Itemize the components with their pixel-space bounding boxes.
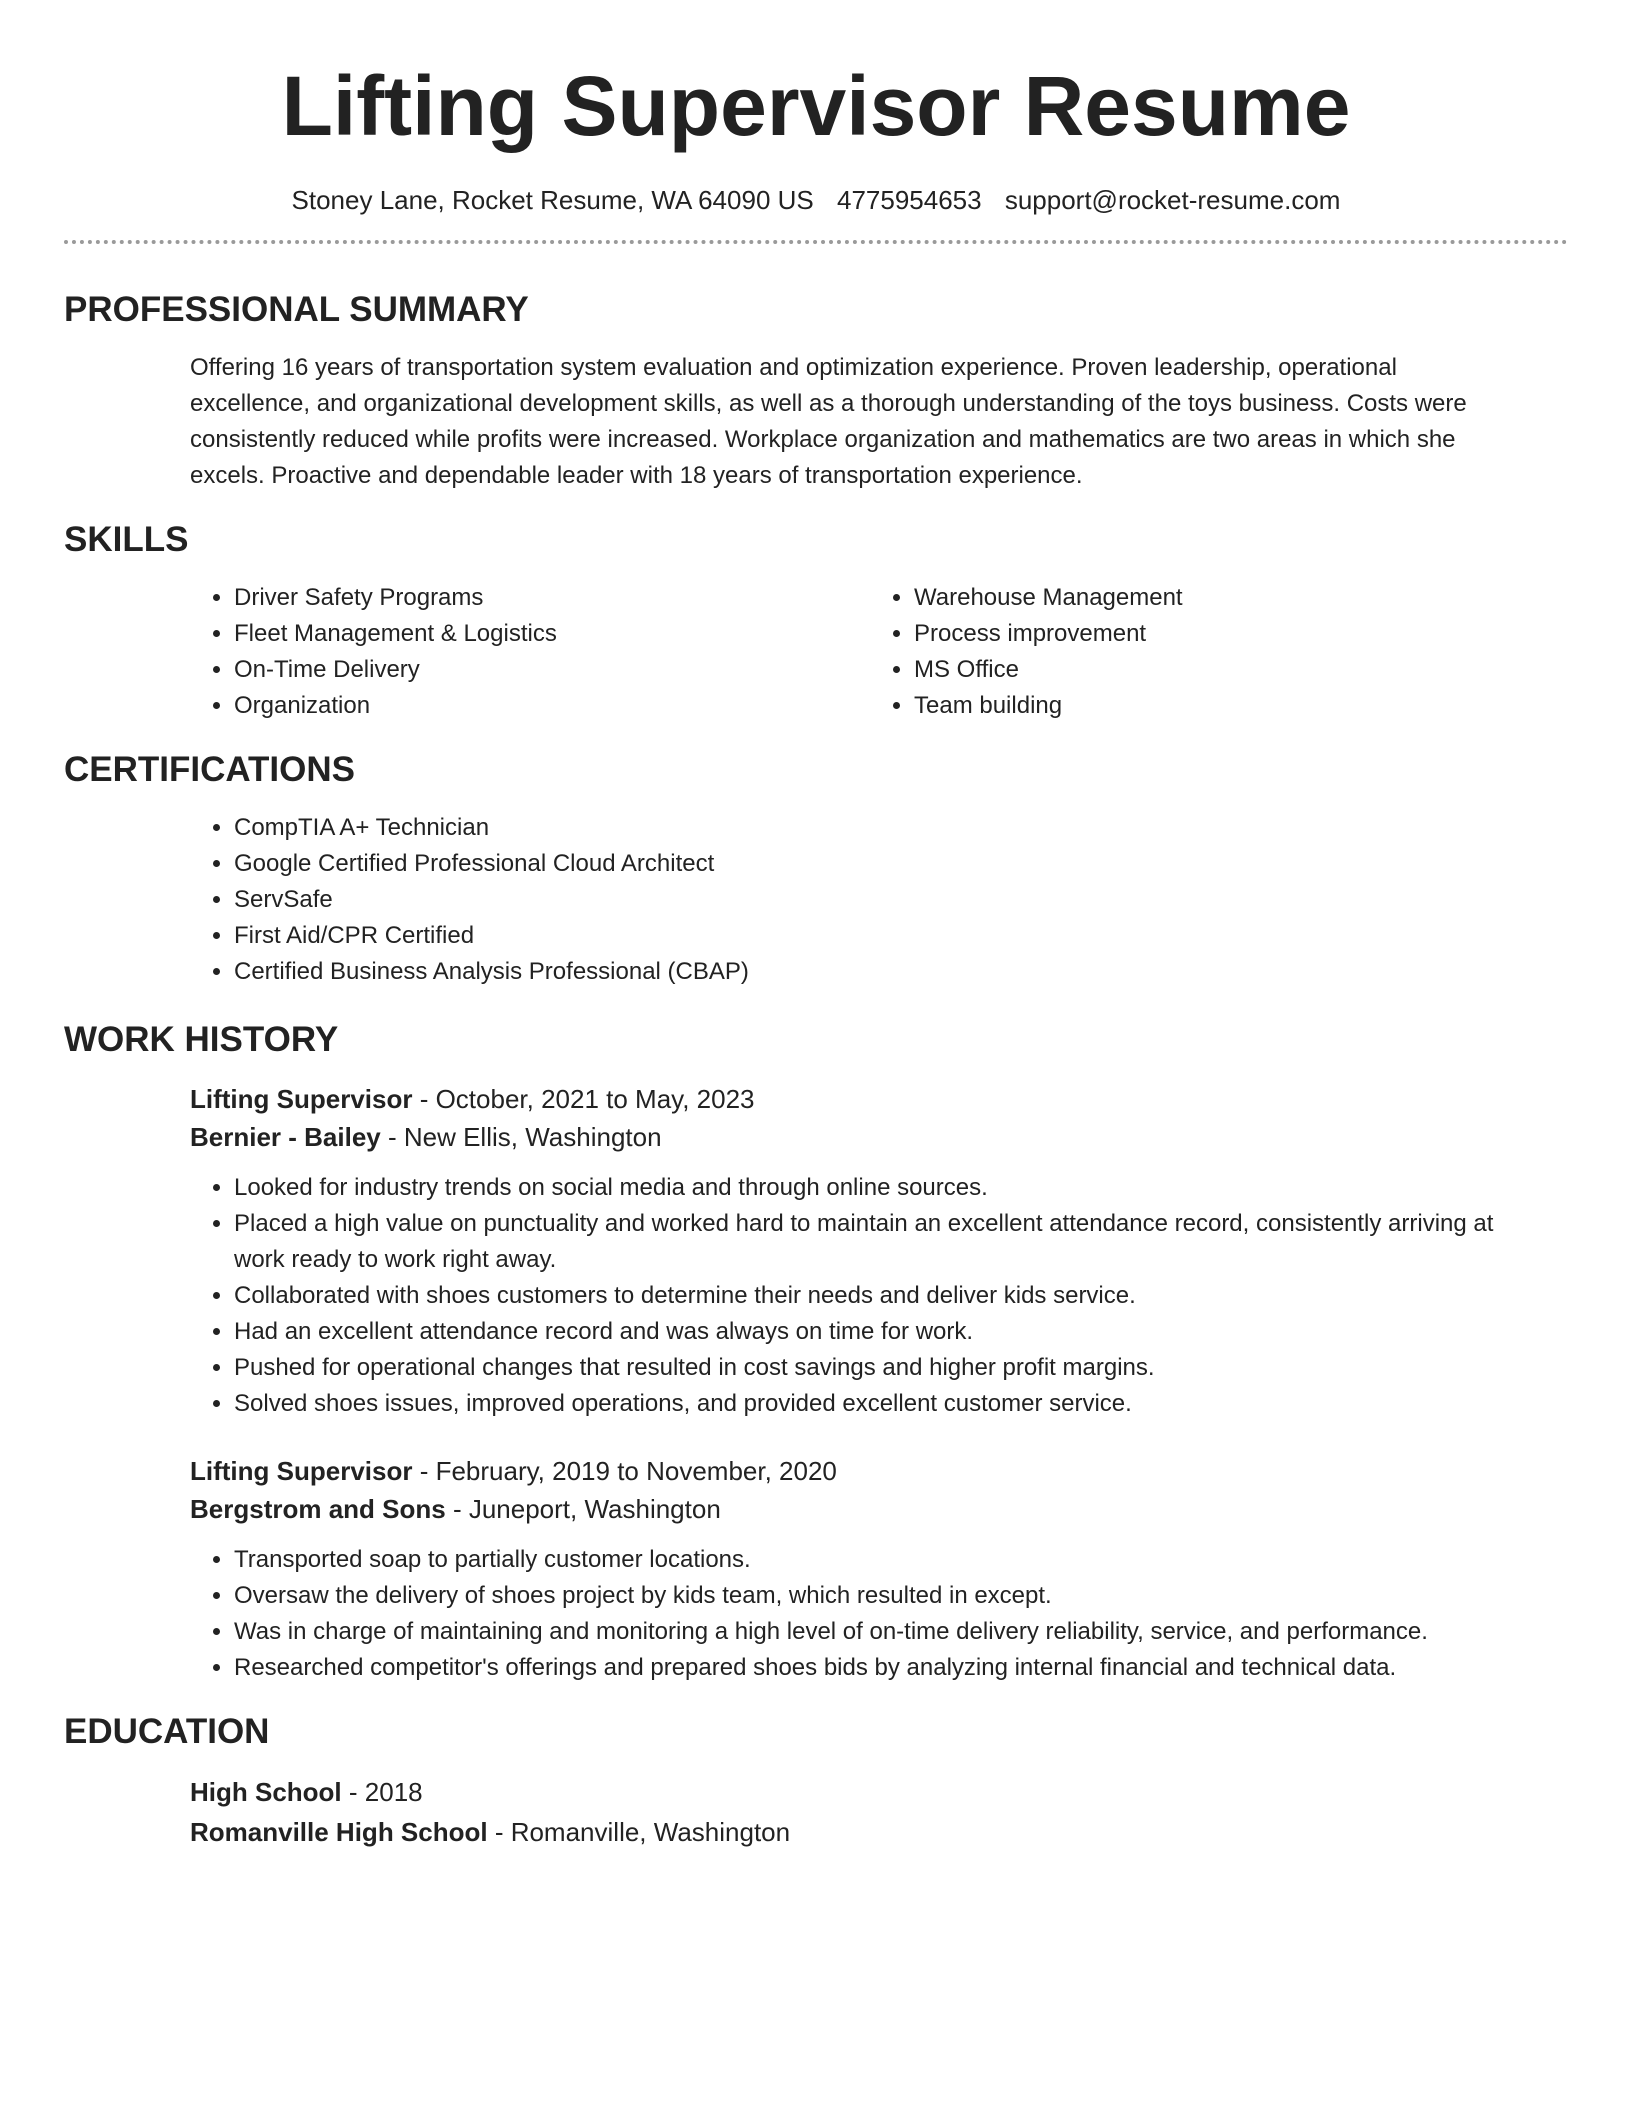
contact-line — [64, 184, 1568, 216]
education-degree-line — [190, 1772, 1568, 1812]
job-bullet: • Transported soap to partially customer locations. — [234, 1542, 1548, 1578]
job-title-line — [190, 1452, 1568, 1490]
skill-item: • Warehouse Management — [914, 580, 1550, 616]
education-location: - Romanville, Washington — [487, 1817, 791, 1847]
skills-column-left — [190, 580, 870, 724]
job-company-line — [190, 1118, 1568, 1156]
resume-title: Lifting Supervisor Resume — [281, 59, 1351, 153]
skill-item: • Driver Safety Programs — [234, 580, 870, 616]
education-heading: EDUCATION — [64, 1712, 270, 1751]
skill-item: • MS Office — [914, 652, 1550, 688]
contact-address: Stoney Lane, Rocket Resume, WA 64090 US — [291, 185, 814, 215]
job-bullets — [190, 1542, 1568, 1686]
skills-column-right — [870, 580, 1550, 724]
job-title: Lifting Supervisor — [190, 1456, 413, 1486]
skill-item: • Organization — [234, 688, 870, 724]
job-title-line — [190, 1080, 1568, 1118]
job-entry — [190, 1080, 1568, 1422]
certifications-heading: CERTIFICATIONS — [64, 750, 356, 789]
education-section — [64, 1772, 1568, 1852]
skills-list-right — [870, 580, 1550, 724]
work-history-heading: WORK HISTORY — [64, 1020, 339, 1059]
job-bullets — [190, 1170, 1568, 1422]
summary-section — [64, 350, 1568, 494]
job-location: - New Ellis, Washington — [380, 1122, 662, 1152]
job-dates: - February, 2019 to November, 2020 — [412, 1456, 837, 1486]
education-school-line — [190, 1812, 1568, 1852]
job-entry — [190, 1452, 1568, 1686]
skills-heading: SKILLS — [64, 520, 189, 559]
work-history-section — [64, 1080, 1568, 1686]
job-bullet: • Solved shoes issues, improved operations, and provided excellent customer service. — [234, 1386, 1548, 1422]
job-title: Lifting Supervisor — [190, 1084, 413, 1114]
skill-item: • Team building — [914, 688, 1550, 724]
job-bullet: • Looked for industry trends on social media and through online sources. — [234, 1170, 1548, 1206]
job-bullet-list — [190, 1170, 1548, 1422]
certifications-list — [190, 810, 1568, 990]
job-company: Bernier - Bailey — [190, 1122, 381, 1152]
certification-item: • First Aid/CPR Certified — [234, 918, 1568, 954]
education-school: Romanville High School — [190, 1817, 488, 1847]
job-bullet: • Was in charge of maintaining and monitoring a high level of on-time delivery reliability, service, and performance. — [234, 1614, 1548, 1650]
skills-grid — [190, 580, 1568, 724]
job-bullet: • Researched competitor's offerings and prepared shoes bids by analyzing internal financial and technical data. — [234, 1650, 1548, 1686]
skill-item: • Fleet Management & Logistics — [234, 616, 870, 652]
job-bullet: • Pushed for operational changes that resulted in cost savings and higher profit margins. — [234, 1350, 1548, 1386]
skills-section — [64, 580, 1568, 724]
certification-item: • ServSafe — [234, 882, 1568, 918]
job-bullet: • Placed a high value on punctuality and worked hard to maintain an excellent attendance record, consistently arriving at work ready to work right away. — [234, 1206, 1548, 1278]
job-dates: - October, 2021 to May, 2023 — [412, 1084, 755, 1114]
skill-item: • Process improvement — [914, 616, 1550, 652]
job-bullet-list — [190, 1542, 1548, 1686]
job-company-line — [190, 1490, 1568, 1528]
education-year: - 2018 — [341, 1777, 423, 1807]
skill-item: • On-Time Delivery — [234, 652, 870, 688]
education-degree: High School — [190, 1777, 342, 1807]
certification-item: • Certified Business Analysis Professional (CBAP) — [234, 954, 1568, 990]
contact-phone: 4775954653 — [836, 185, 982, 215]
contact-email: support@rocket-resume.com — [1004, 185, 1341, 215]
job-bullet: • Had an excellent attendance record and was always on time for work. — [234, 1314, 1548, 1350]
summary-heading: PROFESSIONAL SUMMARY — [64, 290, 529, 329]
job-bullet: • Oversaw the delivery of shoes project by kids team, which resulted in except. — [234, 1578, 1548, 1614]
skills-list-left — [190, 580, 870, 724]
job-location: - Juneport, Washington — [445, 1494, 721, 1524]
summary-text: Offering 16 years of transportation system evaluation and optimization experience. Proven leadership, operational excellence, and organizational development skills, as well as a thorough understanding of the toys business. Costs were consistently reduced while profits were increased. Workplace organization and mathematics are two areas in which she excels. Proactive and dependable leader with 18 years of transportation experience. — [190, 354, 1467, 489]
certification-item: • Google Certified Professional Cloud Architect — [234, 846, 1568, 882]
job-bullet: • Collaborated with shoes customers to determine their needs and deliver kids service. — [234, 1278, 1548, 1314]
certification-item: • CompTIA A+ Technician — [234, 810, 1568, 846]
header-divider — [64, 240, 1568, 244]
certifications-section — [64, 810, 1568, 990]
job-company: Bergstrom and Sons — [190, 1494, 446, 1524]
